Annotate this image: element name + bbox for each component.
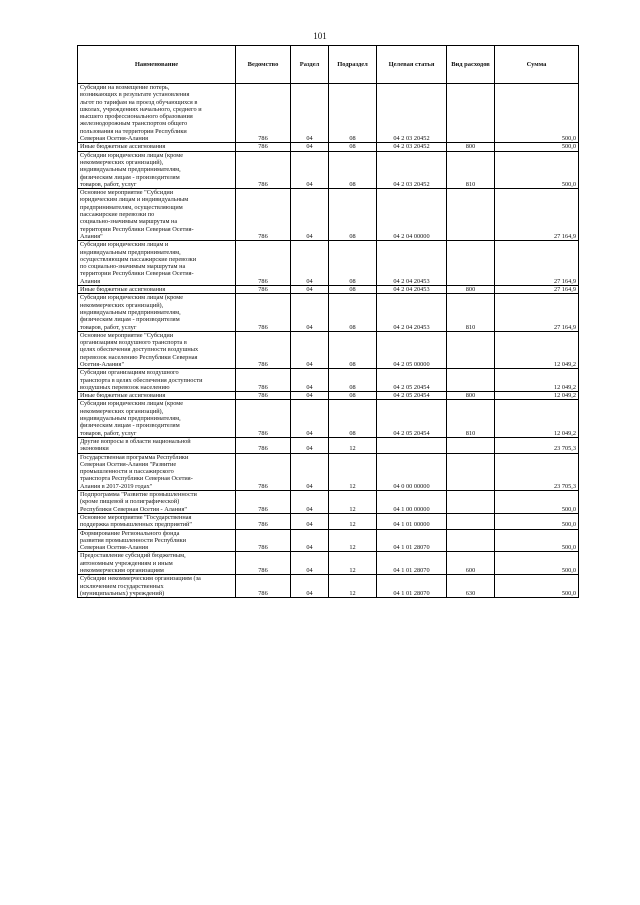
table-row — [78, 453, 579, 490]
cell-expense-type: 810 — [447, 151, 495, 188]
cell-name: Субсидии организациям воздушного транспорта в целях обеспечения доступности воздушных перевозок населению — [78, 369, 236, 392]
table-row — [78, 529, 579, 552]
cell-department: 786 — [236, 513, 291, 529]
cell-subsection: 12 — [329, 529, 377, 552]
cell-amount: 23 705,3 — [495, 453, 579, 490]
table-row — [78, 513, 579, 529]
cell-amount: 500,0 — [495, 491, 579, 514]
cell-department: 786 — [236, 294, 291, 331]
cell-subsection: 08 — [329, 392, 377, 400]
cell-subsection: 12 — [329, 491, 377, 514]
cell-amount: 27 164,9 — [495, 241, 579, 286]
cell-section: 04 — [291, 151, 329, 188]
cell-target-article: 04 1 01 28070 — [377, 552, 447, 575]
cell-department: 786 — [236, 286, 291, 294]
cell-section: 04 — [291, 529, 329, 552]
cell-amount: 500,0 — [495, 575, 579, 598]
cell-target-article: 04 2 03 20452 — [377, 143, 447, 151]
cell-subsection: 08 — [329, 84, 377, 143]
cell-name: Подпрограмма "Развитие промышленности (кроме пищевой и полиграфической) Республики Северная Осетия - Алания" — [78, 491, 236, 514]
table-row — [78, 575, 579, 598]
cell-name: Иные бюджетные ассигнования — [78, 392, 236, 400]
cell-expense-type: 600 — [447, 552, 495, 575]
table-row — [78, 491, 579, 514]
cell-department: 786 — [236, 575, 291, 598]
cell-name: Иные бюджетные ассигнования — [78, 143, 236, 151]
cell-amount: 12 049,2 — [495, 331, 579, 368]
table-row — [78, 437, 579, 453]
cell-expense-type: 810 — [447, 294, 495, 331]
cell-department: 786 — [236, 529, 291, 552]
cell-target-article: 04 2 03 20452 — [377, 151, 447, 188]
cell-expense-type — [447, 331, 495, 368]
cell-department: 786 — [236, 143, 291, 151]
cell-section: 04 — [291, 369, 329, 392]
cell-target-article: 04 2 04 20453 — [377, 286, 447, 294]
header-amount: Сумма — [495, 46, 579, 84]
cell-department: 786 — [236, 369, 291, 392]
cell-name: Субсидии некоммерческим организациям (за исключением государственных (муниципальных) учреждений) — [78, 575, 236, 598]
cell-section: 04 — [291, 189, 329, 241]
cell-subsection: 12 — [329, 575, 377, 598]
cell-name: Основное мероприятие "Субсидии организациям воздушного транспорта в целях обеспечения доступности воздушных перевозок населению Республики Северная Осетия-Алания" — [78, 331, 236, 368]
cell-name: Основное мероприятие "Субсидии юридическим лицам и индивидуальным предпринимателям, осуществляющим пассажирские перевозки по социально-значимым маршрутам на территории Республики Северная Осетия- Алания" — [78, 189, 236, 241]
cell-name: Формирование Регионального фонда развития промышленности Республики Северная Осетия-Алания — [78, 529, 236, 552]
cell-expense-type: 800 — [447, 286, 495, 294]
cell-subsection: 08 — [329, 241, 377, 286]
cell-name: Иные бюджетные ассигнования — [78, 286, 236, 294]
cell-department: 786 — [236, 189, 291, 241]
header-expense-type: Вид расходов — [447, 46, 495, 84]
cell-section: 04 — [291, 331, 329, 368]
cell-name: Субсидии юридическим лицам и индивидуальным предпринимателям, осуществляющим пассажирские перевозки по социально-значимым маршрутам на территории Республики Северная Осетия- Алания — [78, 241, 236, 286]
cell-target-article: 04 0 00 00000 — [377, 453, 447, 490]
cell-subsection: 08 — [329, 189, 377, 241]
cell-subsection: 08 — [329, 294, 377, 331]
cell-section: 04 — [291, 392, 329, 400]
cell-section: 04 — [291, 400, 329, 437]
cell-target-article: 04 2 05 20454 — [377, 369, 447, 392]
cell-target-article: 04 1 01 00000 — [377, 513, 447, 529]
cell-section: 04 — [291, 143, 329, 151]
cell-section: 04 — [291, 575, 329, 598]
table-body — [78, 84, 579, 598]
cell-subsection: 08 — [329, 143, 377, 151]
table-header-row — [78, 46, 579, 84]
table-row — [78, 143, 579, 151]
cell-name: Субсидии юридическим лицам (кроме некоммерческих организаций), индивидуальным предпринимателям, физическим лицам - производителям товаров, работ, услуг — [78, 294, 236, 331]
cell-target-article: 04 2 05 20454 — [377, 400, 447, 437]
cell-department: 786 — [236, 400, 291, 437]
cell-subsection: 08 — [329, 151, 377, 188]
cell-target-article — [377, 437, 447, 453]
cell-amount: 500,0 — [495, 513, 579, 529]
cell-expense-type: 630 — [447, 575, 495, 598]
cell-department: 786 — [236, 331, 291, 368]
cell-amount: 12 049,2 — [495, 392, 579, 400]
table-row — [78, 294, 579, 331]
cell-department: 786 — [236, 552, 291, 575]
table-row — [78, 331, 579, 368]
cell-expense-type — [447, 513, 495, 529]
cell-target-article: 04 1 01 28070 — [377, 529, 447, 552]
cell-target-article: 04 1 00 00000 — [377, 491, 447, 514]
cell-section: 04 — [291, 286, 329, 294]
cell-expense-type — [447, 491, 495, 514]
cell-department: 786 — [236, 151, 291, 188]
cell-amount: 27 164,9 — [495, 286, 579, 294]
cell-expense-type — [447, 369, 495, 392]
cell-target-article: 04 2 05 20454 — [377, 392, 447, 400]
page-number: 101 — [313, 31, 327, 41]
cell-amount: 27 164,9 — [495, 189, 579, 241]
cell-name: Другие вопросы в области национальной экономики — [78, 437, 236, 453]
cell-target-article: 04 2 04 20453 — [377, 241, 447, 286]
cell-department: 786 — [236, 453, 291, 490]
cell-amount: 27 164,9 — [495, 294, 579, 331]
cell-target-article: 04 2 03 20452 — [377, 84, 447, 143]
cell-amount: 500,0 — [495, 529, 579, 552]
header-name: Наименование — [78, 46, 236, 84]
cell-target-article: 04 1 01 28070 — [377, 575, 447, 598]
table-row — [78, 286, 579, 294]
cell-department: 786 — [236, 84, 291, 143]
cell-department: 786 — [236, 437, 291, 453]
cell-expense-type — [447, 84, 495, 143]
cell-amount: 23 705,3 — [495, 437, 579, 453]
table-row — [78, 84, 579, 143]
cell-amount: 500,0 — [495, 84, 579, 143]
cell-department: 786 — [236, 491, 291, 514]
cell-subsection: 08 — [329, 369, 377, 392]
header-subsection: Подраздел — [329, 46, 377, 84]
header-department: Ведомство — [236, 46, 291, 84]
cell-section: 04 — [291, 84, 329, 143]
cell-expense-type — [447, 453, 495, 490]
cell-amount: 500,0 — [495, 143, 579, 151]
table-row — [78, 189, 579, 241]
cell-amount: 500,0 — [495, 552, 579, 575]
cell-name: Предоставление субсидий бюджетным, автономным учреждениям и иным некоммерческим организациям — [78, 552, 236, 575]
cell-expense-type — [447, 437, 495, 453]
cell-amount: 12 049,2 — [495, 369, 579, 392]
header-section: Раздел — [291, 46, 329, 84]
cell-section: 04 — [291, 513, 329, 529]
cell-section: 04 — [291, 491, 329, 514]
table-row — [78, 151, 579, 188]
cell-expense-type: 800 — [447, 143, 495, 151]
cell-subsection: 12 — [329, 437, 377, 453]
table-row — [78, 552, 579, 575]
cell-expense-type — [447, 189, 495, 241]
table-row — [78, 369, 579, 392]
cell-subsection: 12 — [329, 552, 377, 575]
cell-department: 786 — [236, 241, 291, 286]
cell-target-article: 04 2 05 00000 — [377, 331, 447, 368]
cell-subsection: 12 — [329, 453, 377, 490]
cell-section: 04 — [291, 294, 329, 331]
table-row — [78, 392, 579, 400]
cell-name: Субсидии на возмещение потерь, возникающих в результате установления льгот по тарифам на проезд обучающихся в школах, учреждениях начального, среднего и высшего профессионального образования железнодорожным транспортом общего пользования на территории Республики Северная Осетия-Алания — [78, 84, 236, 143]
header-target-article: Целевая статья — [377, 46, 447, 84]
cell-name: Основное мероприятие "Государственная поддержка промышленных предприятий" — [78, 513, 236, 529]
cell-section: 04 — [291, 437, 329, 453]
cell-subsection: 08 — [329, 331, 377, 368]
cell-expense-type — [447, 241, 495, 286]
cell-amount: 500,0 — [495, 151, 579, 188]
cell-expense-type: 800 — [447, 392, 495, 400]
cell-section: 04 — [291, 552, 329, 575]
budget-table — [77, 45, 579, 598]
cell-subsection: 12 — [329, 513, 377, 529]
cell-expense-type — [447, 529, 495, 552]
cell-section: 04 — [291, 453, 329, 490]
cell-subsection: 08 — [329, 400, 377, 437]
cell-amount: 12 049,2 — [495, 400, 579, 437]
table-row — [78, 400, 579, 437]
cell-target-article: 04 2 04 20453 — [377, 294, 447, 331]
cell-name: Субсидии юридическим лицам (кроме некоммерческих организаций), индивидуальным предпринимателям, физическим лицам - производителям товаров, работ, услуг — [78, 151, 236, 188]
cell-expense-type: 810 — [447, 400, 495, 437]
cell-section: 04 — [291, 241, 329, 286]
cell-department: 786 — [236, 392, 291, 400]
cell-name: Субсидии юридическим лицам (кроме некоммерческих организаций), индивидуальным предпринимателям, физическим лицам - производителям товаров, работ, услуг — [78, 400, 236, 437]
table-row — [78, 241, 579, 286]
cell-subsection: 08 — [329, 286, 377, 294]
cell-target-article: 04 2 04 00000 — [377, 189, 447, 241]
cell-name: Государственная программа Республики Северная Осетия-Алания "Развитие промышленности и пассажирского транспорта Республики Северная Осетия- Алания в 2017-2019 годах" — [78, 453, 236, 490]
